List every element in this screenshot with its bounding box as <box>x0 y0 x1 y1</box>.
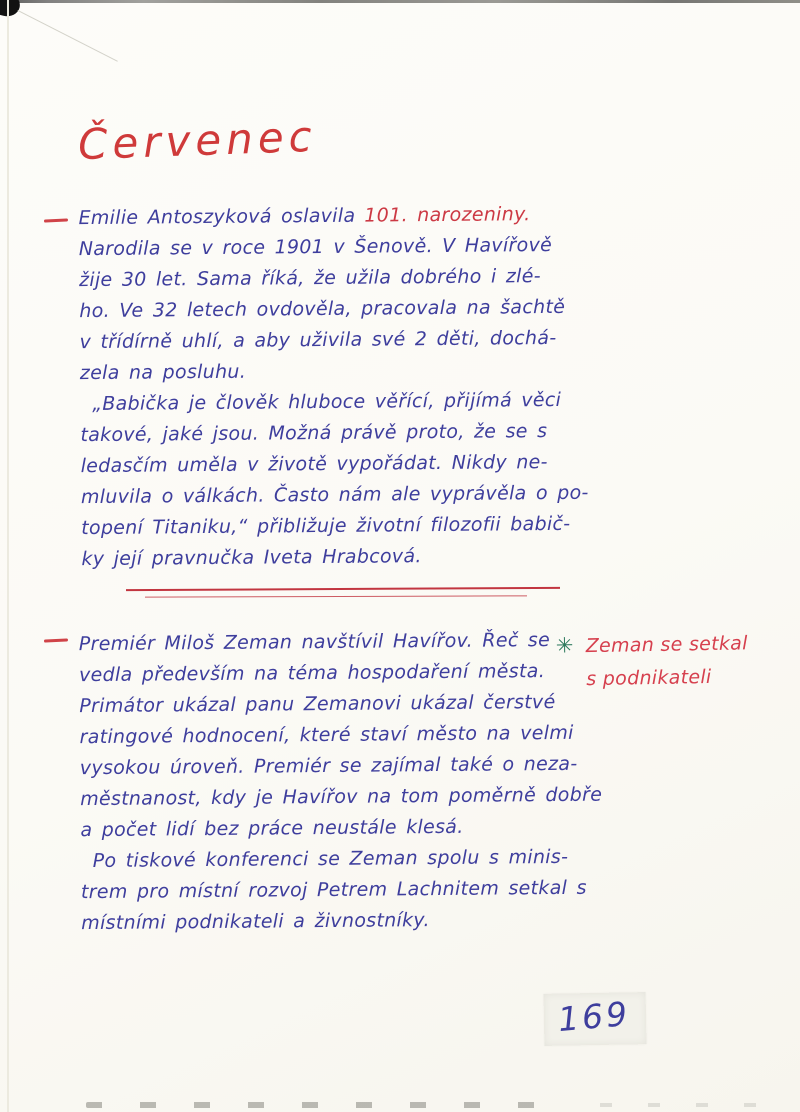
handwritten-line: místními podnikateli a živnostníky. <box>81 909 430 935</box>
scan-artifact-top-strip <box>0 0 800 3</box>
paper-edge-line <box>7 0 9 1112</box>
diary-entry-zeman-visit <box>78 625 603 939</box>
handwritten-line: ho. Ve 32 letech ovdověla, pracovala na šachtě <box>79 295 566 323</box>
entry1-intro-text: Emilie Antoszyková oslavila <box>78 204 356 230</box>
handwritten-line: ledasčím uměla v životě vypořádat. Nikdy ne- <box>80 451 548 478</box>
handwritten-line: mluvila o válkách. Často nám ale vyprávěla o po- <box>80 481 589 509</box>
scan-artifact-bottom-dashes-right <box>600 1103 770 1107</box>
handwritten-line: žije 30 let. Sama říká, že užila dobrého i zlé- <box>78 265 541 292</box>
asterisk-icon: ✳ <box>555 633 574 658</box>
handwritten-line: vedla především na téma hospodaření města. <box>78 660 546 687</box>
handwritten-line: ratingové hodnocení, které staví město na velmi <box>79 721 574 749</box>
handwritten-line: „Babička je člověk hluboce věřící, přijímá věci <box>92 388 562 416</box>
separator-line <box>126 587 560 591</box>
margin-note-line: s podnikateli <box>586 665 712 691</box>
margin-note-line: Zeman se setkal <box>585 632 748 658</box>
handwritten-line: Po tiskové konferenci se Zeman spolu s minis- <box>92 845 569 873</box>
margin-note <box>555 627 748 696</box>
page-number: 169 <box>556 993 632 1040</box>
handwritten-line: ky její pravnučka Iveta Hrabcová. <box>81 545 422 571</box>
entry1-red-highlight: 101. narozeniny. <box>364 203 531 227</box>
handwritten-line: a počet lidí bez práce neustále klesá. <box>80 815 464 842</box>
handwritten-line <box>78 199 564 234</box>
handwritten-line: vysokou úroveň. Premiér se zajímal také o neza- <box>79 752 578 780</box>
handwritten-line: Premiér Miloš Zeman navštívil Havířov. Řeč se <box>78 629 551 656</box>
entry-dash-marker <box>44 638 68 642</box>
handwritten-line: Narodila se v roce 1901 v Šenově. V Havířově <box>78 233 553 261</box>
handwritten-line: v třídírně uhlí, a aby uživila své 2 děti, dochá- <box>79 326 557 354</box>
handwritten-line: městnanost, kdy je Havířov na tom poměrně dobře <box>80 783 603 811</box>
scan-artifact-bottom-dashes <box>86 1102 560 1108</box>
handwritten-line: Primátor ukázal panu Zemanovi ukázal čerstvé <box>79 690 556 718</box>
handwritten-line: zela na posluhu. <box>79 360 247 385</box>
handwritten-line: topení Titaniku,“ přibližuje životní filozofii babič- <box>81 512 571 540</box>
diary-entry-birthday <box>78 199 589 575</box>
paper-crease-line <box>18 10 118 62</box>
scan-artifact-corner-blob <box>0 0 22 19</box>
separator-line-lower <box>145 595 527 597</box>
page-title: Červenec <box>77 111 318 170</box>
handwritten-line: trem pro místní rozvoj Petrem Lachnitem setkal s <box>80 876 587 904</box>
handwritten-line: takové, jaké jsou. Možná právě proto, že se s <box>80 420 548 447</box>
entry-dash-marker <box>44 218 68 222</box>
